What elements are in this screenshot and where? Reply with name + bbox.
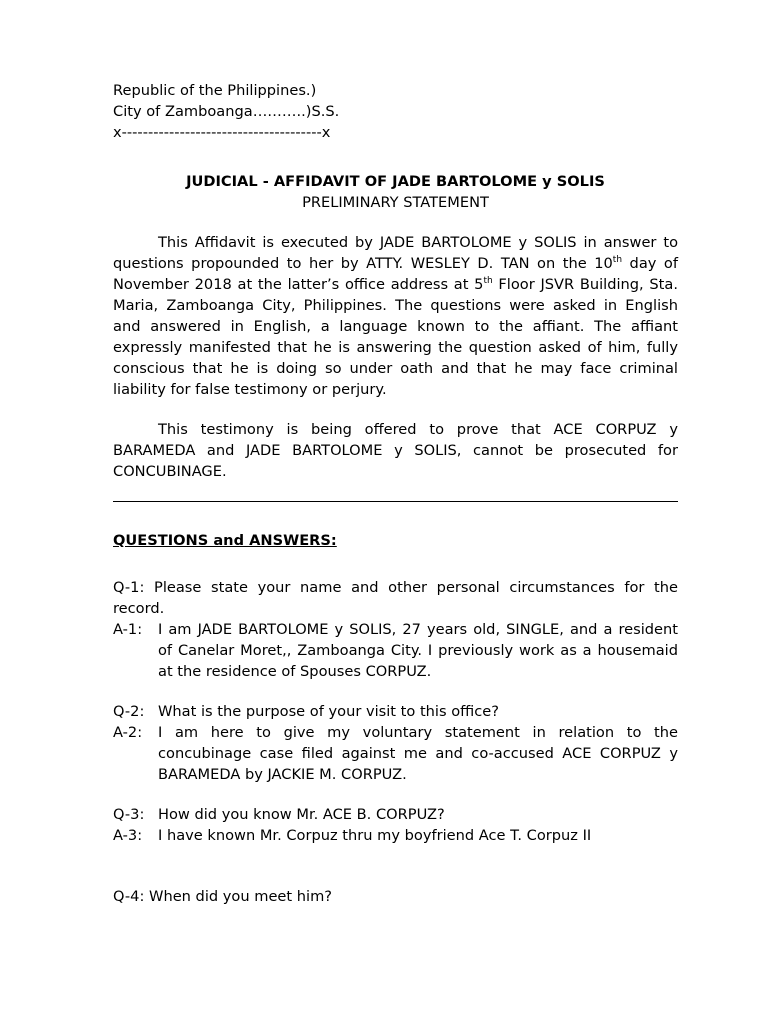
question-text: What is the purpose of your visit to this office? <box>158 703 500 720</box>
paragraph-text-a: This Affidavit is executed by JADE BARTOLOME y SOLIS in answer to questions propounded to her by ATTY. WESLEY D. TAN on the 10 <box>113 234 678 272</box>
horizontal-rule <box>113 501 678 502</box>
ordinal-suffix: th <box>612 255 623 266</box>
question-tag: Q-2: <box>113 703 145 720</box>
question-2 <box>113 701 678 722</box>
caption-republic: Republic of the Philippines.) <box>113 82 317 99</box>
answer-text: I am JADE BARTOLOME y SOLIS, 27 years old, SINGLE, and a resident of Canelar Moret,, Zamboanga City. I previously work as a housemaid at the residence of Spouses CORPUZ. <box>158 621 678 680</box>
caption-city: City of Zamboanga………..)S.S. <box>113 103 340 120</box>
answer-text: I am here to give my voluntary statement in relation to the concubinage case filed against me and co-accused ACE CORPUZ y BARAMEDA by JACKIE M. CORPUZ. <box>158 724 678 783</box>
affidavit-page <box>113 80 678 907</box>
question-tag: Q-4: <box>113 888 145 905</box>
question-text: Please state your name and other personal circumstances for the record. <box>113 579 678 617</box>
question-text: When did you meet him? <box>149 888 333 905</box>
question-4 <box>113 886 678 907</box>
caption-divider: x--------------------------------------x <box>113 124 331 141</box>
document-title: JUDICIAL - AFFIDAVIT OF JADE BARTOLOME y SOLIS <box>186 173 605 190</box>
preliminary-paragraph-2: This testimony is being offered to prove that ACE CORPUZ y BARAMEDA and JADE BARTOLOME y SOLIS, cannot be prosecuted for CONCUBINAGE. <box>113 421 678 480</box>
answer-2 <box>113 722 678 785</box>
paragraph-text-c: Floor JSVR Building, Sta. Maria, Zamboanga City, Philippines. The questions were asked in English and answered in English, a language known to the affiant. The affiant expressly manifested that he is answering the question asked of him, fully conscious that he is doing so under oath and that he may face criminal liability for false testimony or perjury. <box>113 276 678 398</box>
answer-3 <box>113 825 678 846</box>
ordinal-suffix: th <box>483 276 493 287</box>
question-tag: Q-3: <box>113 806 145 823</box>
answer-tag: A-1: <box>113 621 143 638</box>
question-1 <box>113 577 678 619</box>
question-3 <box>113 804 678 825</box>
qa-heading: QUESTIONS and ANSWERS: <box>113 532 337 549</box>
preliminary-paragraph-1 <box>113 232 678 400</box>
question-tag: Q-1: <box>113 579 145 596</box>
answer-text: I have known Mr. Corpuz thru my boyfriend Ace T. Corpuz II <box>158 827 592 844</box>
question-text: How did you know Mr. ACE B. CORPUZ? <box>158 806 445 823</box>
answer-1 <box>113 619 678 682</box>
paragraph-text-b: day of November 2018 at the latter’s office address at 5 <box>113 255 679 293</box>
answer-tag: A-2: <box>113 724 143 741</box>
answer-tag: A-3: <box>113 827 143 844</box>
section-subtitle: PRELIMINARY STATEMENT <box>302 194 489 211</box>
venue-caption <box>113 80 678 143</box>
